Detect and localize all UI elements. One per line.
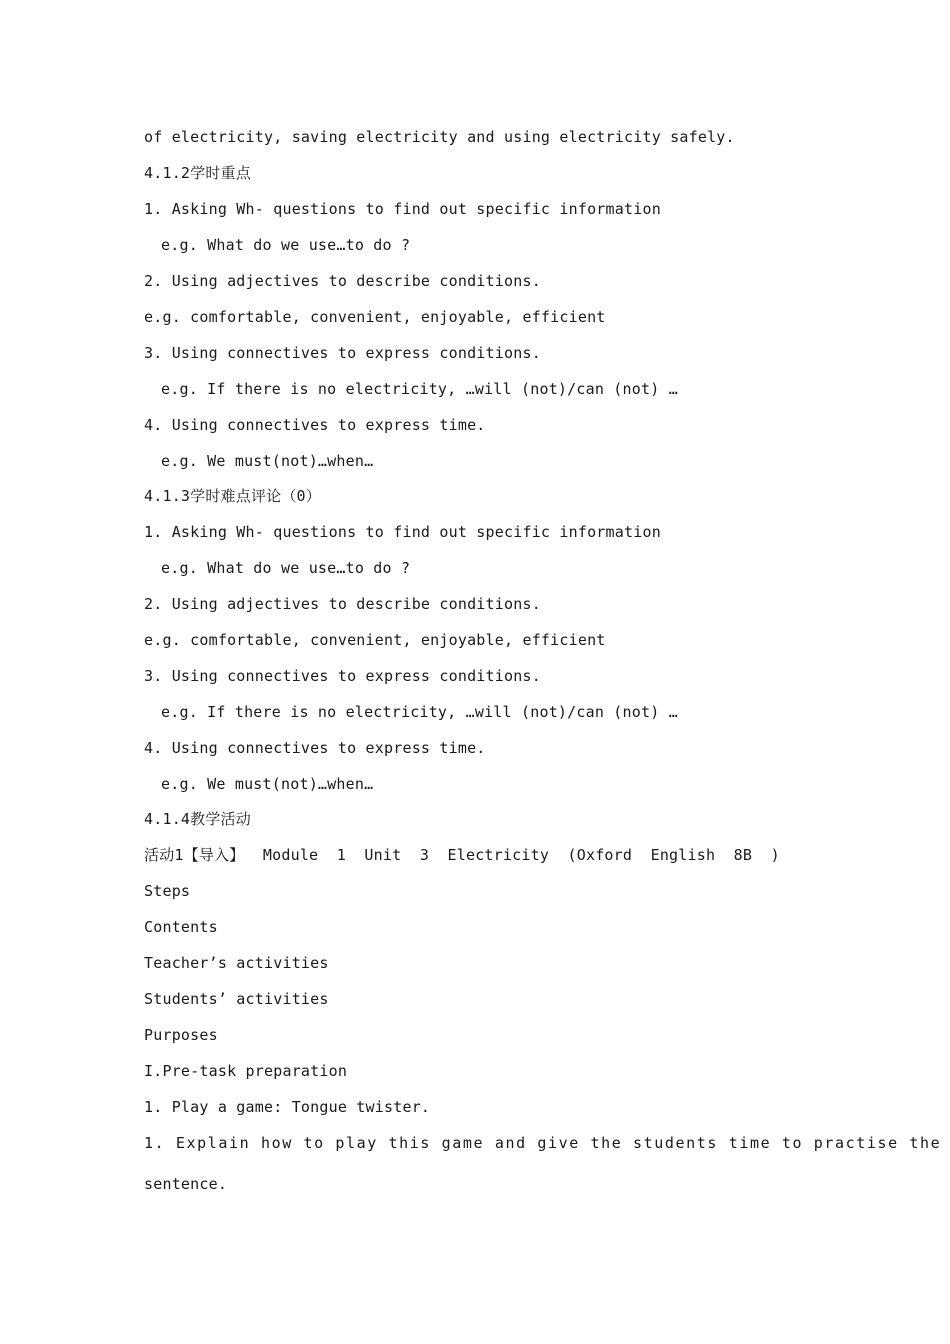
text-line: 4. Using connectives to express time. — [144, 416, 486, 434]
text-line: 1. Play a game: Tongue twister. — [144, 1098, 431, 1116]
activity-title: 活动1【导入】 Module 1 Unit 3 Electricity (Oxford English 8B ) — [144, 846, 780, 864]
text-line: 2. Using adjectives to describe conditions. — [144, 272, 541, 290]
text-line: Steps — [144, 882, 191, 900]
text-line: 1. Explain how to play this game and give the students time to practise the — [144, 1134, 942, 1152]
text-line: 1. Asking Wh- questions to find out specific information — [144, 200, 661, 218]
text-line: of electricity, saving electricity and using electricity safely. — [144, 128, 735, 146]
example-line: e.g. What do we use…to do ? — [161, 559, 411, 577]
section-heading: 4.1.4教学活动 — [144, 810, 251, 828]
section-heading: 4.1.2学时重点 — [144, 164, 251, 182]
text-line: I.Pre-task preparation — [144, 1062, 348, 1080]
text-line: 1. Asking Wh- questions to find out specific information — [144, 523, 661, 541]
text-line: Contents — [144, 918, 218, 936]
example-line: e.g. What do we use…to do ? — [161, 236, 411, 254]
text-line: 3. Using connectives to express conditions. — [144, 667, 541, 685]
text-line: 2. Using adjectives to describe conditions. — [144, 595, 541, 613]
text-line: 4. Using connectives to express time. — [144, 739, 486, 757]
text-line: 3. Using connectives to express conditions. — [144, 344, 541, 362]
example-line: e.g. If there is no electricity, …will (not)/can (not) … — [161, 703, 678, 721]
example-line: e.g. We must(not)…when… — [161, 775, 374, 793]
example-line: e.g. comfortable, convenient, enjoyable, efficient — [144, 308, 606, 326]
example-line: e.g. We must(not)…when… — [161, 452, 374, 470]
text-line: Students’ activities — [144, 990, 329, 1008]
section-heading: 4.1.3学时难点评论（0） — [144, 487, 321, 505]
text-line: Teacher’s activities — [144, 954, 329, 972]
text-line: Purposes — [144, 1026, 218, 1044]
example-line: e.g. comfortable, convenient, enjoyable, efficient — [144, 631, 606, 649]
example-line: e.g. If there is no electricity, …will (not)/can (not) … — [161, 380, 678, 398]
text-line: sentence. — [144, 1175, 228, 1193]
